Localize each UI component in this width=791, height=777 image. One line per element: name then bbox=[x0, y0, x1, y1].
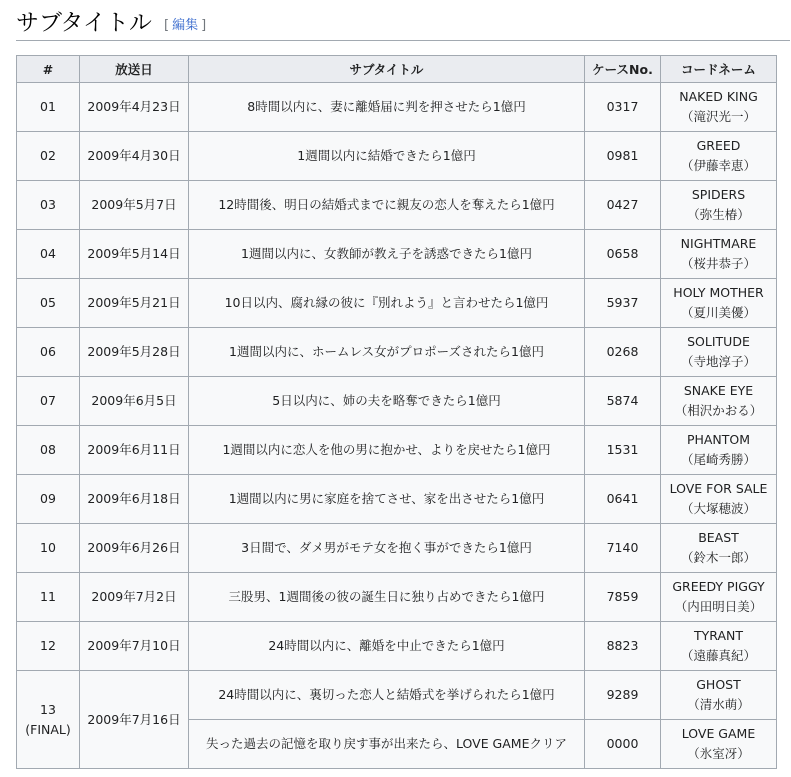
codename-cell bbox=[661, 426, 777, 475]
character-name: （氷室冴） bbox=[687, 746, 750, 761]
case-number: 8823 bbox=[585, 622, 661, 671]
codename: SPIDERS bbox=[691, 187, 746, 202]
codename-cell bbox=[661, 279, 777, 328]
episode-subtitle: 1週間以内に、女教師が教え子を誘惑できたら1億円 bbox=[189, 230, 585, 279]
codename-cell bbox=[661, 132, 777, 181]
table-row bbox=[17, 475, 777, 524]
episode-number: 08 bbox=[17, 426, 80, 475]
air-date: 2009年6月18日 bbox=[80, 475, 189, 524]
case-number: 7859 bbox=[585, 573, 661, 622]
section-heading bbox=[16, 6, 790, 41]
codename: BEAST bbox=[698, 530, 739, 545]
episode-number: 02 bbox=[17, 132, 80, 181]
episode-number-final bbox=[17, 671, 80, 769]
character-name: （鈴木一郎） bbox=[680, 550, 756, 565]
episode-subtitle: 1週間以内に男に家庭を捨てさせ、家を出させたら1億円 bbox=[189, 475, 585, 524]
case-number: 5874 bbox=[585, 377, 661, 426]
episode-subtitle: 三股男、1週間後の彼の誕生日に独り占めできたら1億円 bbox=[189, 573, 585, 622]
episode-subtitle: 24時間以内に、離婚を中止できたら1億円 bbox=[189, 622, 585, 671]
episode-number: 03 bbox=[17, 181, 80, 230]
table-row-final bbox=[17, 671, 777, 720]
case-number: 0268 bbox=[585, 328, 661, 377]
table-row bbox=[17, 573, 777, 622]
air-date: 2009年5月21日 bbox=[80, 279, 189, 328]
case-number: 0317 bbox=[585, 83, 661, 132]
episode-number: 12 bbox=[17, 622, 80, 671]
table-row bbox=[17, 132, 777, 181]
episode-subtitle: 10日以内、腐れ縁の彼に『別れよう』と言わせたら1億円 bbox=[189, 279, 585, 328]
header-number: # bbox=[17, 56, 80, 83]
codename: LOVE GAME bbox=[681, 726, 756, 741]
air-date: 2009年5月28日 bbox=[80, 328, 189, 377]
case-number: 5937 bbox=[585, 279, 661, 328]
character-name: （大塚穂波） bbox=[680, 501, 756, 516]
air-date: 2009年4月30日 bbox=[80, 132, 189, 181]
character-name: （尾崎秀勝） bbox=[680, 452, 756, 467]
air-date: 2009年6月5日 bbox=[80, 377, 189, 426]
codename: PHANTOM bbox=[686, 432, 751, 447]
character-name: （相沢かおる） bbox=[674, 403, 763, 418]
episode-number: 04 bbox=[17, 230, 80, 279]
edit-section bbox=[164, 18, 206, 34]
episode-number: 07 bbox=[17, 377, 80, 426]
codename: NIGHTMARE bbox=[680, 236, 757, 251]
table-row bbox=[17, 622, 777, 671]
codename-cell bbox=[661, 524, 777, 573]
table-row bbox=[17, 83, 777, 132]
codename-cell bbox=[661, 328, 777, 377]
episode-number: 11 bbox=[17, 573, 80, 622]
character-name: （遠藤真紀） bbox=[680, 648, 756, 663]
character-name: （内田明日美） bbox=[674, 599, 763, 614]
final-episode-number: 13 bbox=[40, 701, 56, 717]
air-date: 2009年4月23日 bbox=[80, 83, 189, 132]
codename-cell bbox=[661, 475, 777, 524]
character-name: （滝沢光一） bbox=[680, 109, 756, 124]
codename-cell bbox=[661, 622, 777, 671]
episode-table bbox=[16, 55, 777, 769]
codename: GREED bbox=[696, 138, 741, 153]
episode-number: 09 bbox=[17, 475, 80, 524]
header-case-no: ケースNo. bbox=[585, 56, 661, 83]
header-airdate: 放送日 bbox=[80, 56, 189, 83]
table-row bbox=[17, 279, 777, 328]
character-name: （桜井恭子） bbox=[680, 256, 756, 271]
codename-cell bbox=[661, 671, 777, 720]
codename-cell bbox=[661, 720, 777, 769]
case-number: 9289 bbox=[585, 671, 661, 720]
air-date: 2009年7月16日 bbox=[80, 671, 189, 769]
episode-subtitle: 24時間以内に、裏切った恋人と結婚式を挙げられたら1億円 bbox=[189, 671, 585, 720]
episode-number: 01 bbox=[17, 83, 80, 132]
case-number: 0000 bbox=[585, 720, 661, 769]
episode-subtitle: 12時間後、明日の結婚式までに親友の恋人を奪えたら1億円 bbox=[189, 181, 585, 230]
episode-number: 10 bbox=[17, 524, 80, 573]
character-name: （寺地淳子） bbox=[680, 354, 756, 369]
codename: TYRANT bbox=[694, 628, 743, 643]
header-subtitle: サブタイトル bbox=[189, 56, 585, 83]
codename-cell bbox=[661, 230, 777, 279]
case-number: 1531 bbox=[585, 426, 661, 475]
air-date: 2009年6月11日 bbox=[80, 426, 189, 475]
character-name: （清水萌） bbox=[687, 697, 750, 712]
table-row bbox=[17, 181, 777, 230]
case-number: 7140 bbox=[585, 524, 661, 573]
table-header-row bbox=[17, 56, 777, 83]
character-name: （夏川美優） bbox=[680, 305, 756, 320]
air-date: 2009年7月10日 bbox=[80, 622, 189, 671]
episode-subtitle: 1週間以内に結婚できたら1億円 bbox=[189, 132, 585, 181]
case-number: 0658 bbox=[585, 230, 661, 279]
air-date: 2009年7月2日 bbox=[80, 573, 189, 622]
codename-cell bbox=[661, 573, 777, 622]
character-name: （伊藤幸恵） bbox=[680, 158, 756, 173]
episode-subtitle: 1週間以内に恋人を他の男に抱かせ、よりを戻せたら1億円 bbox=[189, 426, 585, 475]
episode-subtitle: 失った過去の記憶を取り戻す事が出来たら、LOVE GAMEクリア bbox=[189, 720, 585, 769]
edit-bracket-close: ] bbox=[201, 18, 207, 33]
air-date: 2009年6月26日 bbox=[80, 524, 189, 573]
codename: SOLITUDE bbox=[687, 334, 750, 349]
table-row bbox=[17, 426, 777, 475]
episode-number: 05 bbox=[17, 279, 80, 328]
character-name: （弥生椿） bbox=[687, 207, 750, 222]
header-codename: コードネーム bbox=[661, 56, 777, 83]
final-episode-note: (FINAL) bbox=[25, 721, 71, 737]
table-row bbox=[17, 377, 777, 426]
edit-link[interactable]: 編集 bbox=[172, 18, 199, 33]
codename-cell bbox=[661, 83, 777, 132]
codename: GHOST bbox=[696, 677, 741, 692]
codename-cell bbox=[661, 181, 777, 230]
codename: LOVE FOR SALE bbox=[669, 481, 768, 496]
table-row bbox=[17, 328, 777, 377]
air-date: 2009年5月7日 bbox=[80, 181, 189, 230]
case-number: 0427 bbox=[585, 181, 661, 230]
codename: NAKED KING bbox=[679, 89, 758, 104]
air-date: 2009年5月14日 bbox=[80, 230, 189, 279]
case-number: 0981 bbox=[585, 132, 661, 181]
section-title: サブタイトル bbox=[16, 10, 152, 36]
codename: SNAKE EYE bbox=[683, 383, 754, 398]
codename-cell bbox=[661, 377, 777, 426]
episode-number: 06 bbox=[17, 328, 80, 377]
episode-subtitle: 8時間以内に、妻に離婚届に判を押させたら1億円 bbox=[189, 83, 585, 132]
episode-subtitle: 1週間以内に、ホームレス女がプロポーズされたら1億円 bbox=[189, 328, 585, 377]
table-row bbox=[17, 524, 777, 573]
edit-bracket-open: [ bbox=[164, 18, 170, 33]
codename: GREEDY PIGGY bbox=[672, 579, 765, 594]
episode-subtitle: 3日間で、ダメ男がモテ女を抱く事ができたら1億円 bbox=[189, 524, 585, 573]
episode-subtitle: 5日以内に、姉の夫を略奪できたら1億円 bbox=[189, 377, 585, 426]
codename: HOLY MOTHER bbox=[673, 285, 764, 300]
case-number: 0641 bbox=[585, 475, 661, 524]
table-row bbox=[17, 230, 777, 279]
